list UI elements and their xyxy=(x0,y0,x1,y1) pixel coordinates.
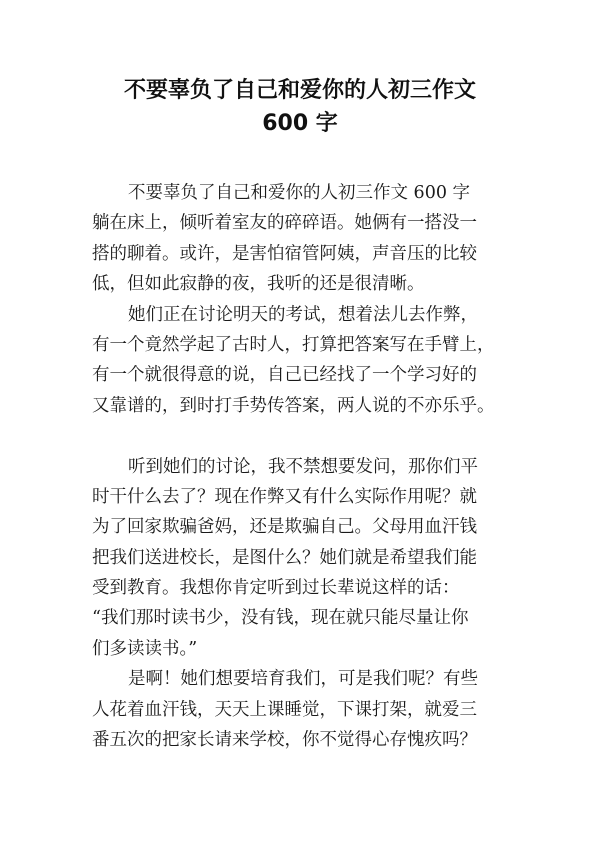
body-line: 把我们送进校长，是图什么？她们就是希望我们能 xyxy=(92,547,477,568)
body-line: 番五次的把家长请来学校，你不觉得心存愧疚吗？ xyxy=(92,730,477,751)
title-line-2: 600 字 xyxy=(262,111,338,136)
document-title xyxy=(60,74,540,140)
body-line: 有一个竟然学起了古时人，打算把答案写在手臂上， xyxy=(92,334,495,355)
body-line: 时干什么去了？现在作弊又有什么实际作用呢？就 xyxy=(92,486,477,507)
body-line: 躺在床上，倾听着室友的碎碎语。她俩有一搭没一 xyxy=(92,213,477,234)
body-line: “我们那时读书少，没有钱，现在就只能尽量让你 xyxy=(92,608,469,629)
title-line-1: 不要辜负了自己和爱你的人初三作文 xyxy=(123,78,476,103)
body-line: 又靠谱的，到时打手势传答案，两人说的不亦乐乎。 xyxy=(92,395,495,416)
body-line: 她们正在讨论明天的考试，想着法儿去作弊， xyxy=(128,304,478,325)
body-line: 人花着血汗钱，天天上课睡觉，下课打架，就爱三 xyxy=(92,699,477,720)
body-line: 不要辜负了自己和爱你的人初三作文 600 字 xyxy=(128,183,471,203)
body-line: 们多读读书。” xyxy=(92,638,198,659)
body-line: 是啊！她们想要培育我们，可是我们呢？有些 xyxy=(128,669,478,690)
document-body xyxy=(92,178,522,755)
body-line: 为了回家欺骗爸妈，还是欺骗自己。父母用血汗钱 xyxy=(92,517,477,538)
body-line: 低，但如此寂静的夜，我听的还是很清晰。 xyxy=(92,274,425,295)
body-line: 搭的聊着。或许，是害怕宿管阿姨，声音压的比较 xyxy=(92,243,477,264)
body-line: 有一个就很得意的说，自己已经找了一个学习好的 xyxy=(92,365,477,386)
body-line: 受到教育。我想你肯定听到过长辈说这样的话： xyxy=(92,578,460,599)
paragraph-gap xyxy=(92,421,522,451)
body-line: 听到她们的讨论，我不禁想要发问，那你们平 xyxy=(128,456,478,477)
